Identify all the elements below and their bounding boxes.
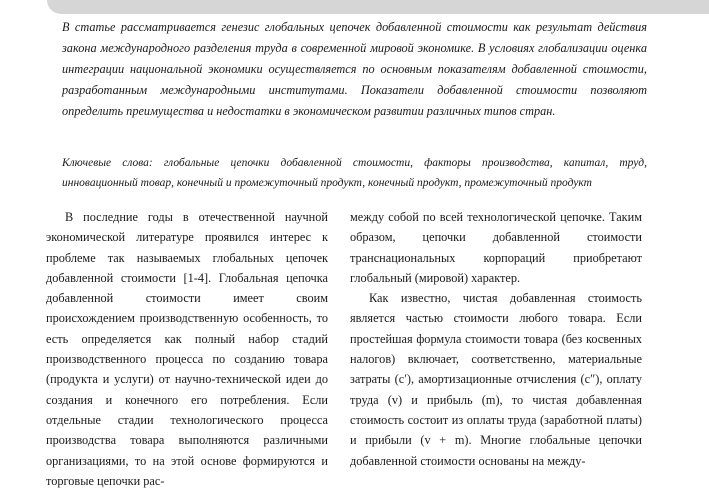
header-band [47, 0, 709, 14]
body-column-right [350, 207, 642, 471]
body-column-left [46, 207, 328, 491]
body-paragraph: между собой по всей технологической цепочке. Таким образом, цепочки добавленной стоимости транснациональных корпораций приобретают глобальный (мировой) характер. [350, 210, 642, 285]
body-paragraph: В последние годы в отечественной научной экономической литературе проявился интерес к проблеме так называемых глобальных цепочек добавленной стоимости [1-4]. Глобальная цепочка добавленной стоимости имеет своим происхождением производственную особенность, то есть определяется как полный набор стадий производственного процесса по созданию товара (продукта и услуги) от научно-технической идеи до создания и конечного его потребления. Если отдельные стадии технологического процесса производства товара выполняются различными организациями, то на этой основе формируются и торговые цепочки рас- [46, 210, 328, 488]
abstract: В статье рассматривается генезис глобальных цепочек добавленной стоимости как результат действия закона международного разделения труда в современной мировой экономике. В условиях глобализации оценка интеграции национальной экономики осуществляется по основным показателям добавленной стоимости, разработанным международными институтами. Показатели добавленной стоимости позволяют определить преимущества и недостатки в экономическом развитии различных типов стран. [62, 20, 647, 118]
keywords: Ключевые слова: глобальные цепочки добавленной стоимости, факторы производства, капитал, труд, инновационный товар, конечный и промежуточный продукт, конечный продукт, промежуточный продукт [62, 157, 647, 189]
body-paragraph: Как известно, чистая добавленная стоимость является частью стоимости любого товара. Если простейшая формула стоимости товара (без косвенных налогов) включает, соответственно, материальные затраты (c′), амортизационные отчисления (c″), оплату труда (v) и прибыль (m), то чистая добавленная стоимость состоит из оплаты труда (заработной платы) и прибыли (v + m). Многие глобальные цепочки добавленной стоимости основаны на между- [350, 291, 642, 468]
